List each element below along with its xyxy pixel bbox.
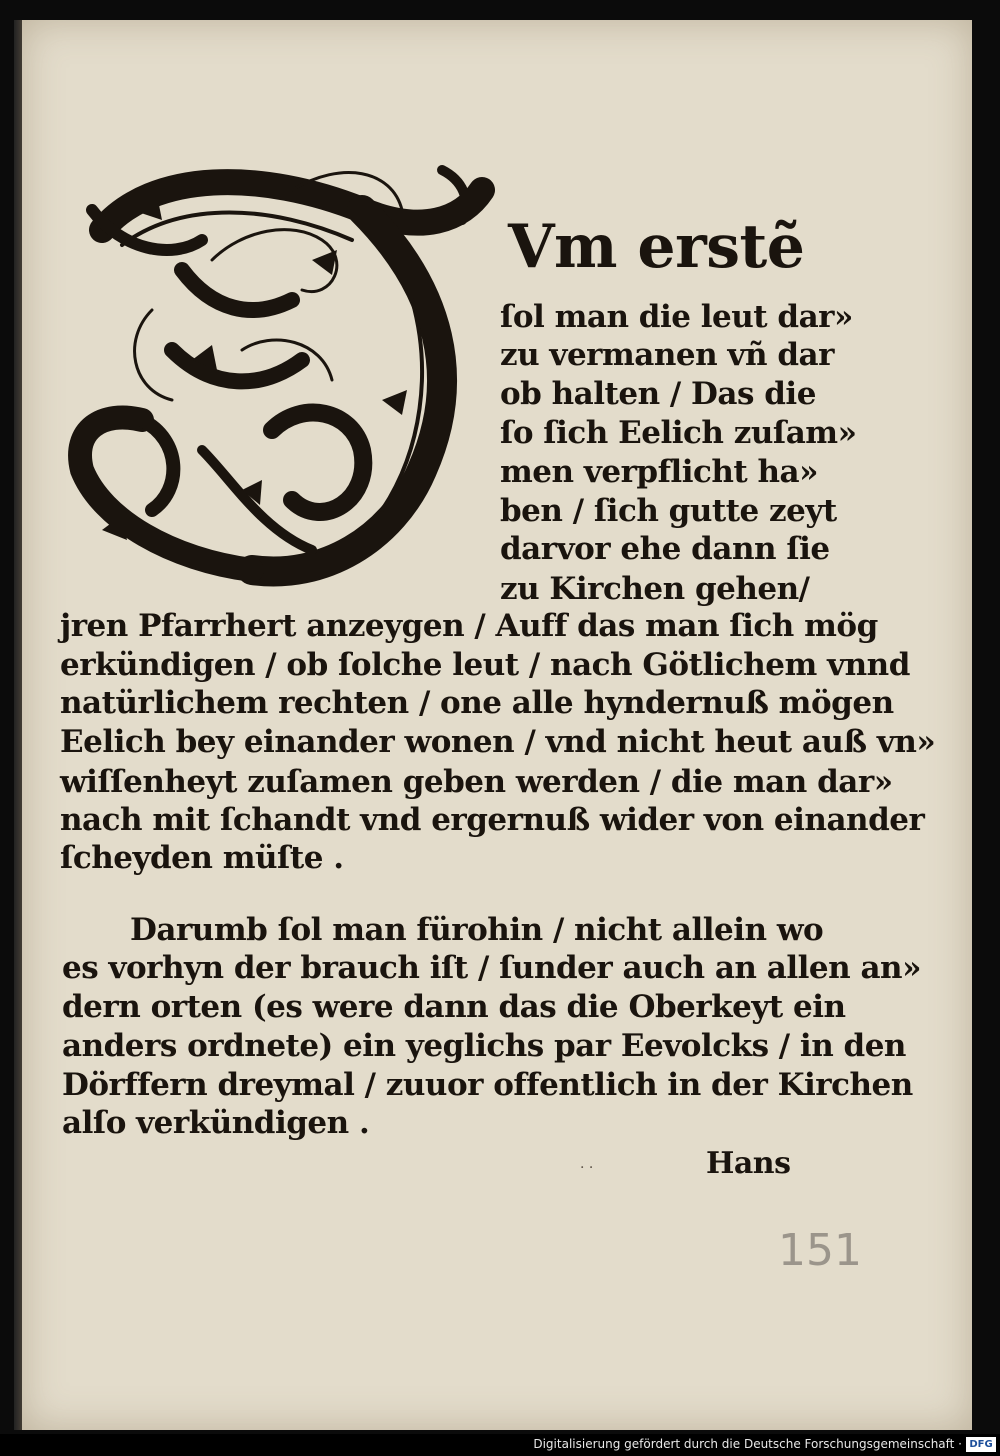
text-line: Darumb ſol man fürohin / nicht allein wo — [130, 912, 824, 948]
footer-bar — [0, 1434, 1000, 1456]
ink-spots: · · — [580, 1160, 594, 1176]
text-line: nach mit ſchandt vnd ergernuß wider von einander — [60, 802, 925, 838]
dfg-logo: DFG — [966, 1437, 996, 1452]
text-line: Dörffern dreymal / zuuor offentlich in der Kirchen — [62, 1067, 913, 1103]
text-line: wiſſenheyt zuſamen geben werden / die man dar» — [60, 764, 893, 800]
text-line: Eelich bey einander wonen / vnd nicht heut auß vn» — [60, 724, 936, 760]
text-line: darvor ehe dann ſie — [500, 531, 830, 567]
text-line: es vorhyn der brauch iſt / ſunder auch an allen an» — [62, 950, 921, 986]
catchword: Hans — [706, 1146, 791, 1181]
text-line: ben / ſich gutte zeyt — [500, 493, 837, 529]
decorated-initial-letter — [62, 150, 502, 610]
text-line: alſo verkündigen . — [62, 1105, 370, 1141]
text-line: ſcheyden müſte . — [60, 840, 344, 876]
text-line: dern orten (es were dann das die Oberkeyt ein — [62, 989, 846, 1025]
text-line: anders ordnete) ein yeglichs par Eevolcks / in den — [62, 1028, 906, 1064]
text-line: zu vermanen vñ dar — [500, 337, 834, 373]
folio-number: 151 — [778, 1225, 862, 1276]
funding-credit: Digitalisierung gefördert durch die Deutsche Forschungsgemeinschaft · — [533, 1437, 962, 1451]
text-line: ob halten / Das die — [500, 376, 816, 412]
text-line: zu Kirchen gehen/ — [500, 571, 810, 607]
text-line: ſol man die leut dar» — [500, 299, 853, 335]
text-line: ſo ſich Eelich zuſam» — [500, 415, 857, 451]
text-line: men verpflicht ha» — [500, 454, 819, 490]
text-line: jren Pfarrhert anzeygen / Auff das man ſich mög — [60, 608, 878, 644]
text-line: natürlichem rechten / one alle hyndernuß mögen — [60, 685, 894, 721]
opening-words: Vm erstẽ — [508, 212, 805, 282]
text-line: erkündigen / ob ſolche leut / nach Götlichem vnnd — [60, 647, 910, 683]
